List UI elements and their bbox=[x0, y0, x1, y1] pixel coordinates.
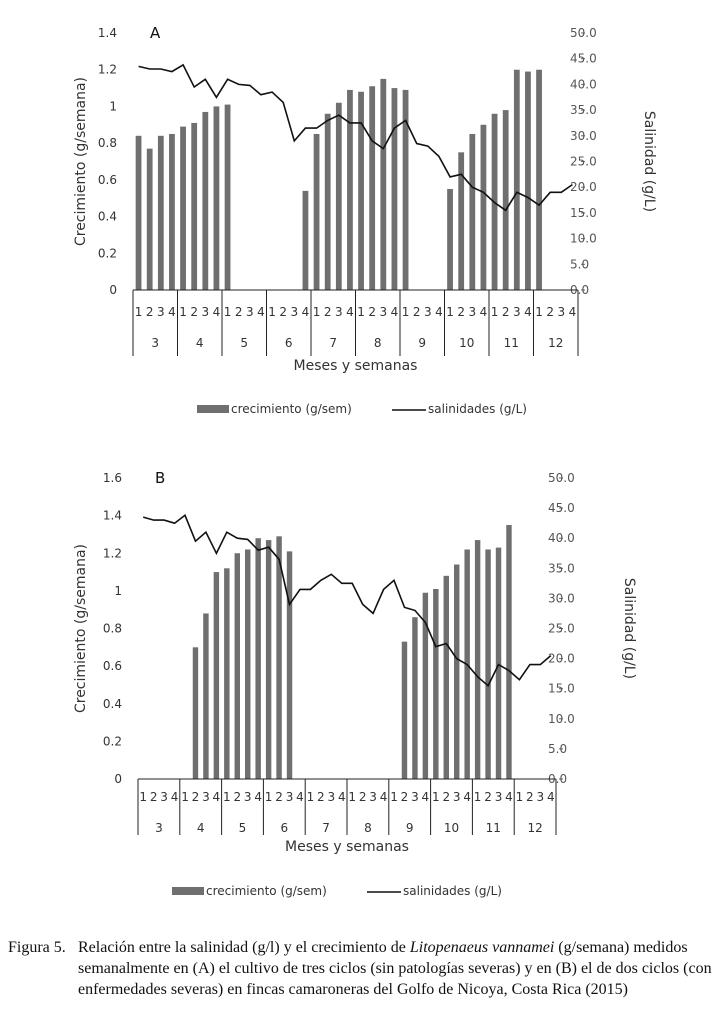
month-tick-label: 8 bbox=[364, 821, 372, 835]
week-tick-label: 2 bbox=[145, 305, 154, 319]
week-tick-label: 1 bbox=[268, 305, 276, 319]
y-tick-label: 0.6 bbox=[102, 659, 122, 674]
week-tick-label: 4 bbox=[337, 790, 346, 804]
growth-bar bbox=[180, 127, 186, 290]
y2-tick-label: 35.0 bbox=[570, 103, 597, 118]
week-tick-label: 1 bbox=[473, 790, 482, 804]
week-tick-label: 4 bbox=[254, 790, 262, 804]
caption-species: Litopenaeus vannamei bbox=[409, 939, 555, 956]
y2-tick-label: 45.0 bbox=[570, 51, 597, 66]
week-tick-label: 4 bbox=[463, 790, 471, 804]
y-tick-label: 0.2 bbox=[102, 734, 122, 749]
week-tick-label: 3 bbox=[245, 305, 254, 319]
month-tick-label: 5 bbox=[240, 336, 249, 350]
y-tick-label: 0.6 bbox=[97, 172, 117, 187]
growth-bar bbox=[214, 106, 220, 290]
week-tick-label: 2 bbox=[457, 305, 466, 319]
week-tick-label: 4 bbox=[546, 790, 555, 804]
y2-tick-label: 30.0 bbox=[548, 591, 575, 606]
week-tick-label: 1 bbox=[223, 790, 231, 804]
y2-tick-label: 50.0 bbox=[570, 26, 597, 40]
month-tick-label: 4 bbox=[195, 336, 204, 350]
week-tick-label: 2 bbox=[501, 305, 510, 319]
week-tick-label: 4 bbox=[568, 305, 577, 319]
y-axis-title: Crecimiento (g/semana) bbox=[73, 543, 89, 714]
month-tick-label: 5 bbox=[238, 821, 247, 835]
y2-tick-label: 15.0 bbox=[548, 681, 575, 696]
week-tick-label: 1 bbox=[134, 305, 143, 319]
week-tick-label: 3 bbox=[285, 790, 294, 804]
month-tick-label: 3 bbox=[151, 336, 160, 350]
week-tick-label: 4 bbox=[479, 305, 488, 319]
growth-bar bbox=[380, 79, 386, 290]
panel-label: A bbox=[150, 24, 161, 42]
week-tick-label: 3 bbox=[512, 305, 521, 319]
caption-body bbox=[78, 937, 714, 1000]
growth-bar bbox=[235, 553, 240, 779]
month-tick-label: 6 bbox=[280, 821, 289, 835]
week-tick-label: 1 bbox=[390, 790, 398, 804]
legend-line-label: salinidades (g/L) bbox=[403, 884, 502, 898]
growth-bar bbox=[444, 576, 449, 779]
month-tick-label: 7 bbox=[322, 821, 330, 835]
month-tick-label: 10 bbox=[459, 336, 475, 350]
month-tick-label: 9 bbox=[418, 336, 427, 350]
month-tick-label: 3 bbox=[155, 821, 163, 835]
week-tick-label: 1 bbox=[306, 790, 315, 804]
growth-bar bbox=[412, 617, 417, 779]
y-tick-label: 0.2 bbox=[97, 246, 117, 261]
growth-bar bbox=[225, 105, 231, 290]
week-tick-label: 4 bbox=[379, 790, 388, 804]
growth-bar bbox=[224, 568, 229, 779]
week-tick-label: 3 bbox=[160, 790, 168, 804]
week-tick-label: 4 bbox=[505, 790, 513, 804]
week-tick-label: 4 bbox=[168, 305, 176, 319]
week-tick-label: 1 bbox=[446, 305, 454, 319]
week-tick-label: 4 bbox=[524, 305, 532, 319]
week-tick-label: 4 bbox=[435, 305, 443, 319]
week-tick-label: 2 bbox=[323, 305, 332, 319]
week-tick-label: 1 bbox=[515, 790, 524, 804]
y2-tick-label: 10.0 bbox=[570, 231, 597, 246]
y-tick-label: 1 bbox=[114, 583, 122, 598]
week-tick-label: 3 bbox=[536, 790, 545, 804]
week-tick-label: 3 bbox=[452, 790, 461, 804]
y2-axis-title: Salinidad (g/L) bbox=[621, 577, 637, 680]
month-tick-label: 6 bbox=[284, 336, 293, 350]
month-tick-label: 9 bbox=[405, 821, 414, 835]
y-tick-label: 0.8 bbox=[102, 621, 122, 636]
week-tick-label: 1 bbox=[264, 790, 273, 804]
y2-tick-label: 20.0 bbox=[548, 651, 575, 666]
legend-line-label: salinidades (g/L) bbox=[428, 402, 527, 416]
week-tick-label: 2 bbox=[442, 790, 451, 804]
growth-bar bbox=[525, 72, 531, 290]
growth-bar bbox=[358, 92, 364, 290]
y2-tick-label: 5.0 bbox=[570, 257, 590, 272]
growth-bar bbox=[536, 70, 542, 290]
growth-bar bbox=[454, 565, 459, 779]
growth-bar bbox=[481, 125, 487, 290]
y-tick-label: 1 bbox=[109, 99, 117, 114]
growth-bar bbox=[303, 191, 309, 290]
week-tick-label: 1 bbox=[139, 790, 148, 804]
growth-bar bbox=[485, 549, 490, 779]
y2-tick-label: 35.0 bbox=[548, 561, 575, 576]
caption-label: Figura 5. bbox=[8, 939, 66, 956]
y2-tick-label: 10.0 bbox=[548, 711, 575, 726]
week-tick-label: 2 bbox=[234, 305, 243, 319]
week-tick-label: 2 bbox=[412, 305, 421, 319]
growth-bar bbox=[433, 589, 438, 779]
week-tick-label: 4 bbox=[212, 305, 221, 319]
week-tick-label: 1 bbox=[432, 790, 440, 804]
week-tick-label: 2 bbox=[368, 305, 377, 319]
month-tick-label: 11 bbox=[485, 821, 501, 835]
growth-bar bbox=[514, 70, 520, 290]
growth-bar bbox=[506, 525, 511, 779]
week-tick-label: 3 bbox=[369, 790, 377, 804]
week-tick-label: 1 bbox=[181, 790, 189, 804]
y2-axis-title: Salinidad (g/L) bbox=[641, 110, 657, 213]
caption-text-before: Relación entre la salinidad (g/l) y el crecimiento de bbox=[78, 939, 406, 956]
y2-tick-label: 40.0 bbox=[548, 531, 575, 546]
growth-bar bbox=[287, 551, 292, 779]
x-axis-title: Meses y semanas bbox=[293, 358, 418, 374]
y2-tick-label: 0.0 bbox=[570, 283, 590, 297]
week-tick-label: 1 bbox=[490, 305, 499, 319]
week-tick-label: 3 bbox=[243, 790, 252, 804]
growth-bar bbox=[336, 103, 342, 290]
week-tick-label: 1 bbox=[312, 305, 321, 319]
y-tick-label: 1.2 bbox=[102, 546, 122, 561]
growth-bar bbox=[191, 123, 197, 290]
week-tick-label: 2 bbox=[484, 790, 492, 804]
week-tick-label: 2 bbox=[190, 305, 199, 319]
legend-bar-label: crecimiento (g/sem) bbox=[206, 884, 327, 898]
month-tick-label: 4 bbox=[196, 821, 205, 835]
growth-bar bbox=[496, 548, 501, 779]
growth-bar bbox=[469, 134, 475, 290]
week-tick-label: 2 bbox=[191, 790, 200, 804]
month-tick-label: 10 bbox=[443, 821, 460, 835]
growth-bar bbox=[347, 90, 353, 290]
week-tick-label: 3 bbox=[334, 305, 343, 319]
growth-bar bbox=[369, 86, 375, 290]
y-tick-label: 1.4 bbox=[102, 508, 122, 523]
growth-bar bbox=[193, 647, 198, 779]
week-tick-label: 3 bbox=[201, 305, 210, 319]
chart-a bbox=[0, 0, 719, 440]
y2-tick-label: 0.0 bbox=[548, 772, 568, 786]
week-tick-label: 2 bbox=[149, 790, 158, 804]
y2-tick-label: 20.0 bbox=[570, 180, 597, 195]
week-tick-label: 1 bbox=[535, 305, 543, 319]
week-tick-label: 3 bbox=[202, 790, 210, 804]
y-tick-label: 1.4 bbox=[97, 26, 117, 40]
week-tick-label: 1 bbox=[348, 790, 357, 804]
growth-bar bbox=[158, 136, 164, 290]
week-tick-label: 4 bbox=[170, 790, 179, 804]
growth-bar bbox=[325, 114, 331, 290]
y2-tick-label: 15.0 bbox=[570, 205, 597, 220]
growth-bar bbox=[214, 572, 219, 779]
y-tick-label: 1.2 bbox=[97, 62, 117, 77]
growth-bar bbox=[136, 136, 142, 290]
month-tick-label: 11 bbox=[503, 336, 519, 350]
y-tick-label: 0 bbox=[114, 772, 122, 786]
growth-bar bbox=[169, 134, 175, 290]
y-axis-title: Crecimiento (g/semana) bbox=[73, 76, 89, 247]
panel-label: B bbox=[155, 469, 166, 487]
growth-bar bbox=[203, 613, 208, 779]
growth-bar bbox=[475, 540, 480, 779]
growth-bar bbox=[458, 152, 464, 290]
y2-tick-label: 25.0 bbox=[548, 621, 575, 636]
growth-bar bbox=[147, 149, 153, 290]
week-tick-label: 2 bbox=[279, 305, 288, 319]
growth-bar bbox=[314, 134, 320, 290]
week-tick-label: 3 bbox=[494, 790, 503, 804]
week-tick-label: 1 bbox=[223, 305, 232, 319]
growth-bar bbox=[402, 642, 407, 779]
week-tick-label: 3 bbox=[557, 305, 566, 319]
week-tick-label: 2 bbox=[233, 790, 242, 804]
y-tick-label: 0.8 bbox=[97, 136, 117, 151]
week-tick-label: 1 bbox=[401, 305, 410, 319]
legend-bar-label: crecimiento (g/sem) bbox=[231, 402, 352, 416]
week-tick-label: 4 bbox=[390, 305, 399, 319]
growth-bar bbox=[202, 112, 208, 290]
week-tick-label: 2 bbox=[317, 790, 325, 804]
week-tick-label: 2 bbox=[546, 305, 555, 319]
month-tick-label: 12 bbox=[548, 336, 564, 350]
growth-bar bbox=[503, 110, 509, 290]
growth-bar bbox=[447, 189, 453, 290]
week-tick-label: 2 bbox=[400, 790, 409, 804]
growth-bar bbox=[255, 538, 260, 779]
week-tick-label: 1 bbox=[179, 305, 187, 319]
week-tick-label: 1 bbox=[357, 305, 365, 319]
month-tick-label: 7 bbox=[329, 336, 338, 350]
week-tick-label: 4 bbox=[346, 305, 354, 319]
week-tick-label: 4 bbox=[212, 790, 221, 804]
y-tick-label: 0 bbox=[109, 283, 117, 297]
y2-tick-label: 25.0 bbox=[570, 154, 597, 169]
week-tick-label: 2 bbox=[358, 790, 367, 804]
week-tick-label: 2 bbox=[275, 790, 283, 804]
week-tick-label: 3 bbox=[423, 305, 432, 319]
week-tick-label: 3 bbox=[327, 790, 336, 804]
week-tick-label: 2 bbox=[526, 790, 534, 804]
chart-b bbox=[0, 465, 719, 905]
week-tick-label: 3 bbox=[468, 305, 477, 319]
figure-caption bbox=[8, 937, 714, 1000]
y-tick-label: 0.4 bbox=[102, 696, 122, 711]
week-tick-label: 4 bbox=[301, 305, 310, 319]
week-tick-label: 4 bbox=[296, 790, 304, 804]
growth-bar bbox=[276, 536, 281, 779]
week-tick-label: 3 bbox=[290, 305, 299, 319]
month-tick-label: 12 bbox=[527, 821, 543, 835]
growth-bar bbox=[392, 88, 398, 290]
legend-bar-swatch bbox=[172, 887, 204, 895]
y2-tick-label: 30.0 bbox=[570, 128, 597, 143]
x-axis-title: Meses y semanas bbox=[285, 839, 409, 855]
caption-text-after: (g/semana) medidos semanalmente en (A) el cultivo de tres ciclos (sin patologías severas) y en (B) el de dos ciclos (con enfermedades severas) en fincas camaroneras del Golfo de Nicoya, Costa Rica (2015) bbox=[78, 939, 712, 998]
y2-tick-label: 50.0 bbox=[548, 471, 575, 485]
month-tick-label: 8 bbox=[373, 336, 382, 350]
y-tick-label: 1.6 bbox=[102, 471, 122, 485]
week-tick-label: 3 bbox=[379, 305, 388, 319]
week-tick-label: 4 bbox=[421, 790, 430, 804]
y2-tick-label: 45.0 bbox=[548, 501, 575, 516]
legend-bar-swatch bbox=[197, 405, 229, 413]
week-tick-label: 3 bbox=[411, 790, 419, 804]
y2-tick-label: 40.0 bbox=[570, 77, 597, 92]
week-tick-label: 4 bbox=[257, 305, 265, 319]
y-tick-label: 0.4 bbox=[97, 209, 117, 224]
week-tick-label: 3 bbox=[156, 305, 165, 319]
growth-bar bbox=[266, 540, 271, 779]
growth-bar bbox=[245, 549, 250, 779]
y2-tick-label: 5.0 bbox=[548, 741, 568, 756]
